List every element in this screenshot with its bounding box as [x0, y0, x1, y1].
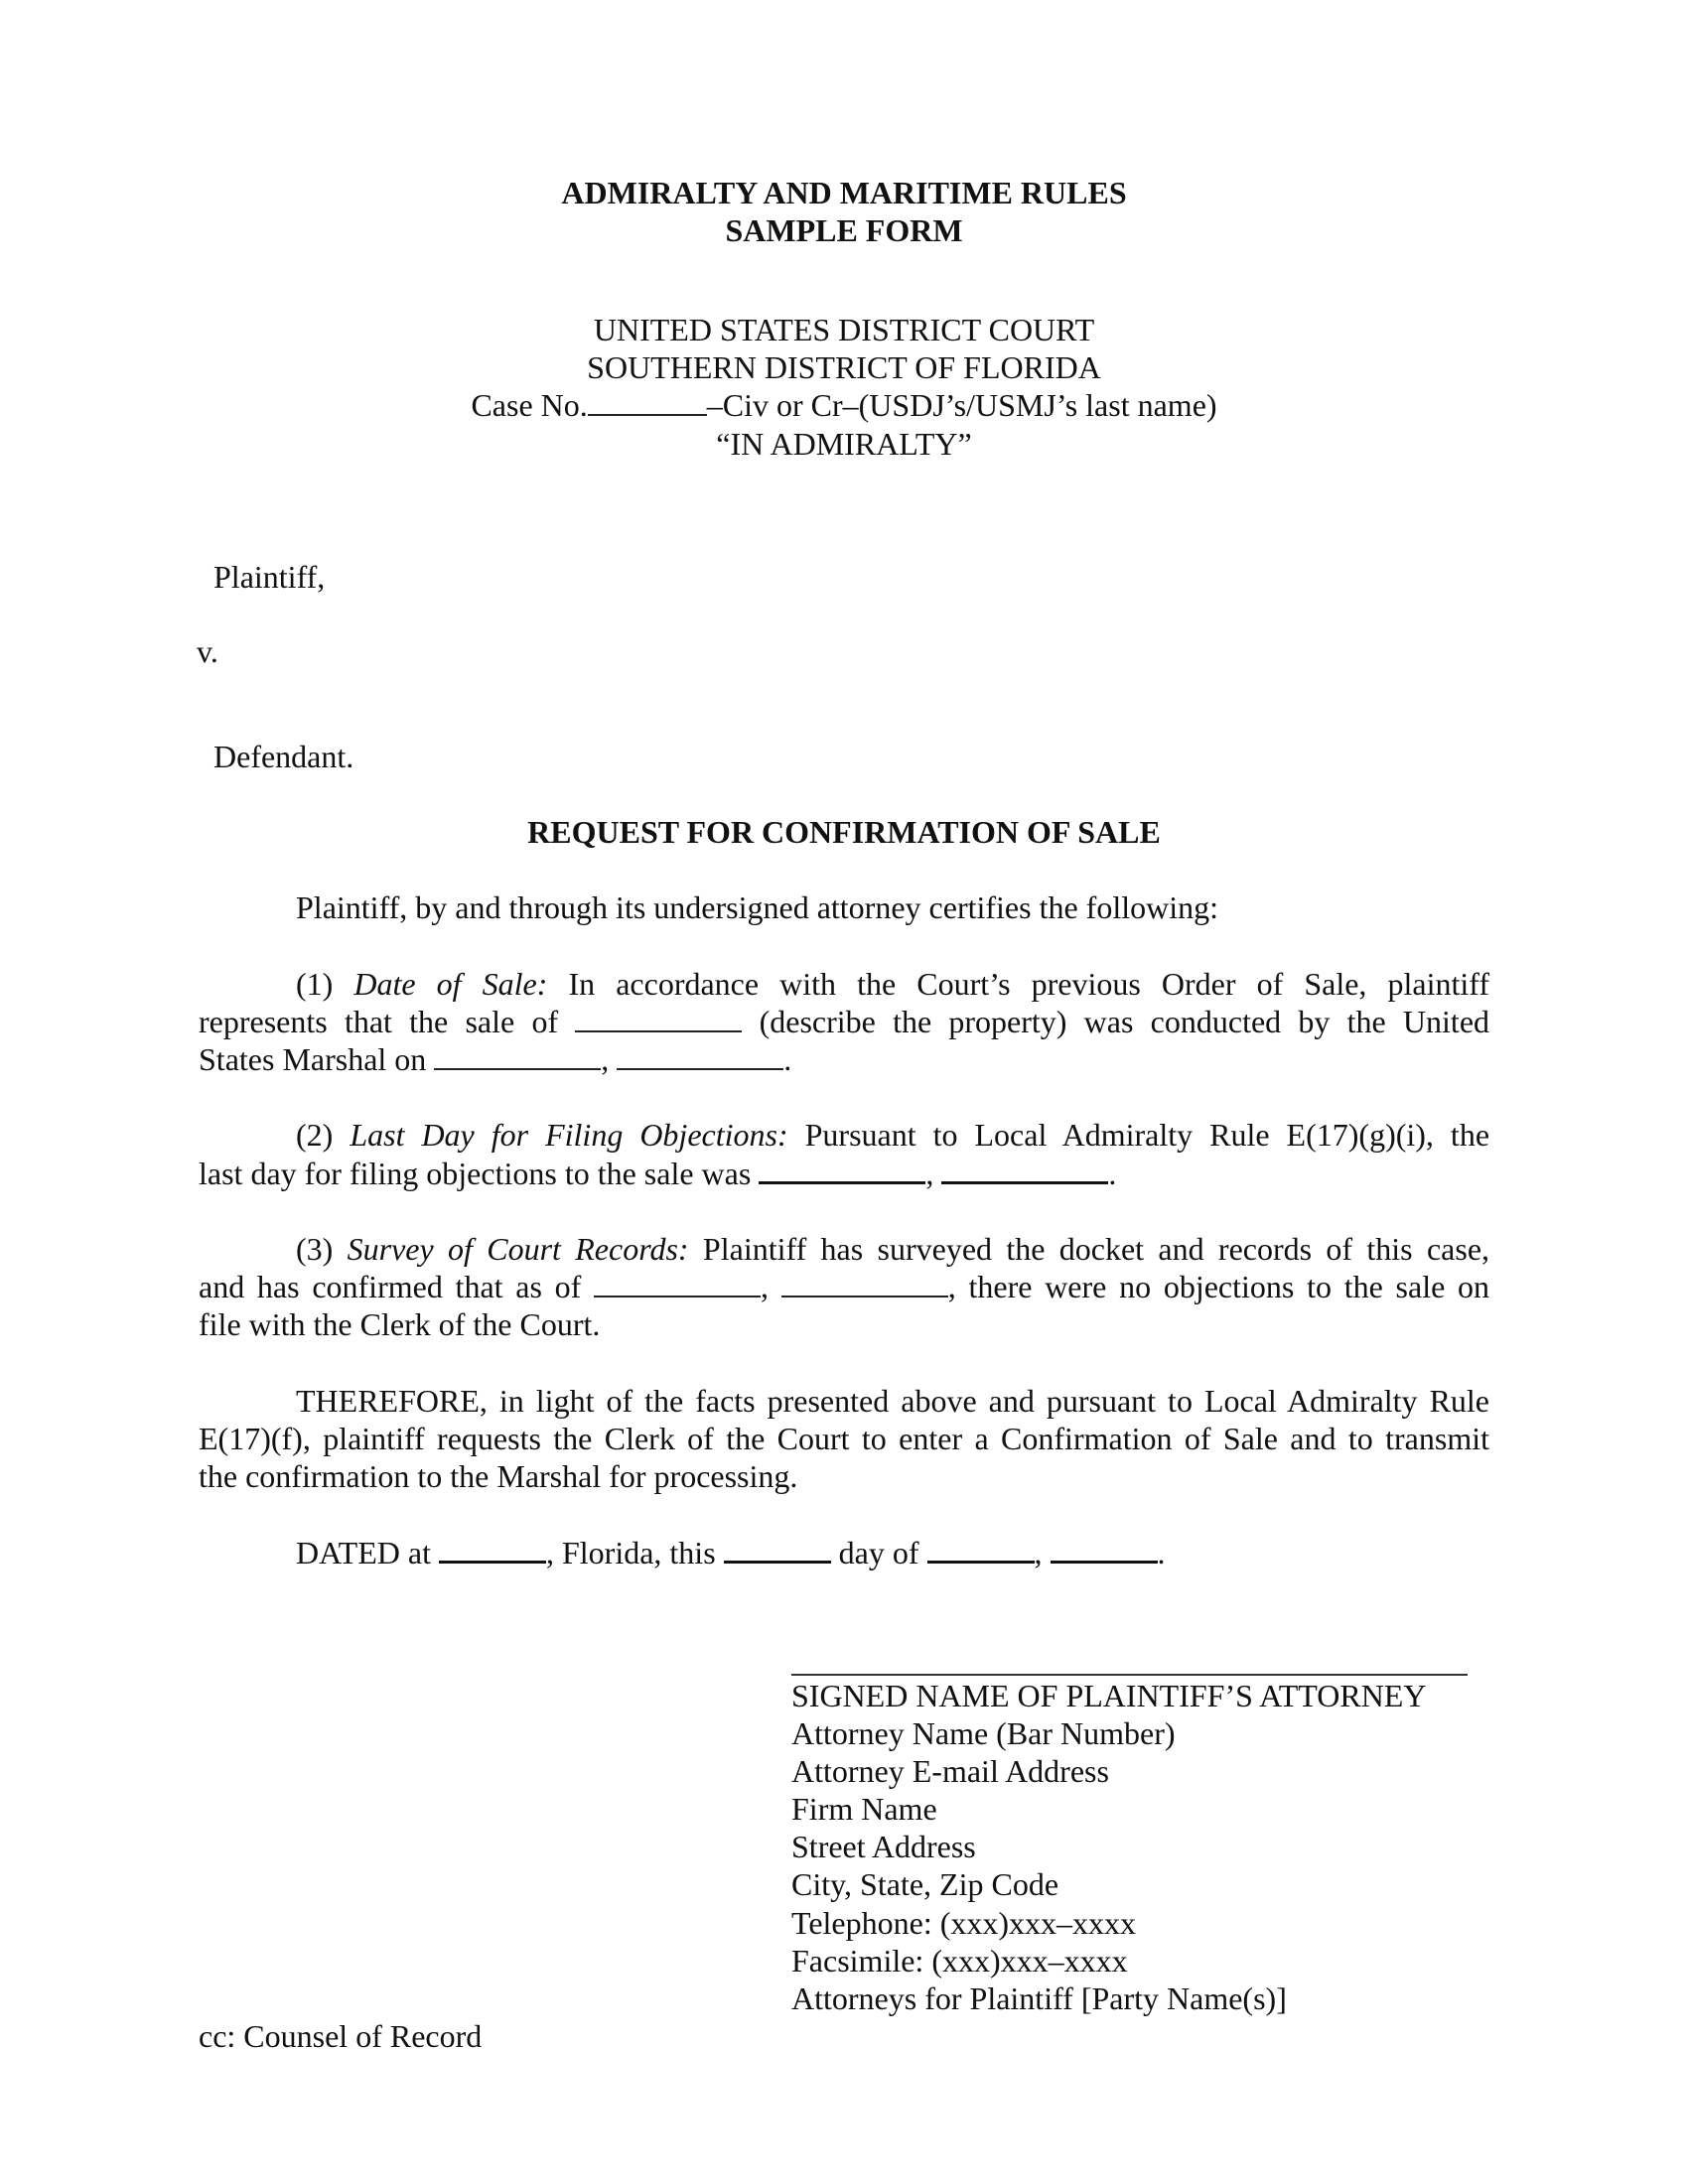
sale-date-blank[interactable]: [434, 1040, 601, 1070]
dated-day-blank[interactable]: [724, 1533, 831, 1564]
para2-line1: (2) Last Day for Filing Objections: Pursuant to Local Admiralty Rule E(17)(g)(i), the: [296, 1117, 1490, 1153]
court-district: SOUTHERN DISTRICT OF FLORIDA: [587, 349, 1101, 385]
case-number-suffix: –Civ or Cr–(USDJ’s/USMJ’s last name): [706, 387, 1217, 423]
in-admiralty-label: “IN ADMIRALTY”: [716, 426, 972, 462]
signature-line[interactable]: [791, 1674, 1468, 1676]
therefore-line1: THEREFORE, in light of the facts presented above and pursuant to Local Admiralty Rule: [296, 1383, 1489, 1419]
dated-line: DATED at , Florida, this day of , .: [296, 1535, 1166, 1570]
court-name: UNITED STATES DISTRICT COURT: [593, 312, 1095, 347]
para2-heading: Last Day for Filing Objections:: [350, 1117, 788, 1153]
form-title-line1: ADMIRALTY AND MARITIME RULES: [561, 175, 1127, 210]
signed-name: SIGNED NAME OF PLAINTIFF’S ATTORNEY: [791, 1678, 1427, 1713]
plaintiff-label: Plaintiff,: [213, 559, 326, 595]
survey-date-blank[interactable]: [594, 1268, 761, 1297]
para1-line3: States Marshal on , .: [199, 1041, 792, 1077]
case-number-blank[interactable]: [588, 386, 707, 416]
attorney-email: Attorney E-mail Address: [791, 1753, 1109, 1789]
form-title-line2: SAMPLE FORM: [725, 212, 963, 248]
dated-month-blank[interactable]: [927, 1533, 1035, 1564]
objection-date-blank[interactable]: [759, 1154, 925, 1184]
dated-year-blank[interactable]: [1051, 1533, 1158, 1564]
therefore-line2: E(17)(f), plaintiff requests the Clerk of the Court to enter a Confirmation of Sale and to transmit: [199, 1421, 1489, 1456]
firm-name: Firm Name: [791, 1791, 937, 1827]
para3-line3: file with the Clerk of the Court.: [199, 1306, 601, 1342]
para1-heading: Date of Sale:: [353, 966, 548, 1002]
cc-line: cc: Counsel of Record: [199, 2018, 483, 2054]
para1-line2: represents that the sale of (describe the property) was conducted by the United: [199, 1004, 1490, 1039]
para3-line2: and has confirmed that as of , , there were no objections to the sale on: [199, 1269, 1490, 1304]
para3-heading: Survey of Court Records:: [347, 1231, 689, 1267]
facsimile: Facsimile: (xxx)xxx–xxxx: [791, 1943, 1128, 1979]
city-state-zip: City, State, Zip Code: [791, 1866, 1059, 1902]
document-title: REQUEST FOR CONFIRMATION OF SALE: [527, 814, 1161, 850]
attorneys-for: Attorneys for Plaintiff [Party Name(s)]: [791, 1980, 1287, 2016]
survey-year-blank[interactable]: [781, 1268, 948, 1297]
para2-line2: last day for filing objections to the sale was , .: [199, 1156, 1117, 1191]
para1-line1: (1) Date of Sale: In accordance with the Court’s previous Order of Sale, plaintiff: [296, 966, 1489, 1002]
telephone: Telephone: (xxx)xxx–xxxx: [791, 1905, 1137, 1941]
street-address: Street Address: [791, 1829, 976, 1864]
case-number-prefix: Case No.: [471, 387, 588, 423]
defendant-label: Defendant.: [213, 739, 354, 774]
attorney-name: Attorney Name (Bar Number): [791, 1715, 1176, 1751]
intro-paragraph: Plaintiff, by and through its undersigned attorney certifies the following:: [296, 889, 1218, 925]
sale-year-blank[interactable]: [617, 1040, 783, 1070]
versus-label: v.: [197, 633, 218, 669]
therefore-line3: the confirmation to the Marshal for processing.: [199, 1458, 798, 1494]
property-blank[interactable]: [575, 1003, 742, 1032]
case-number-line: [0, 386, 1688, 424]
para3-line1: (3) Survey of Court Records: Plaintiff has surveyed the docket and records of this case,: [296, 1231, 1490, 1267]
dated-city-blank[interactable]: [439, 1533, 546, 1564]
objection-year-blank[interactable]: [941, 1154, 1108, 1184]
